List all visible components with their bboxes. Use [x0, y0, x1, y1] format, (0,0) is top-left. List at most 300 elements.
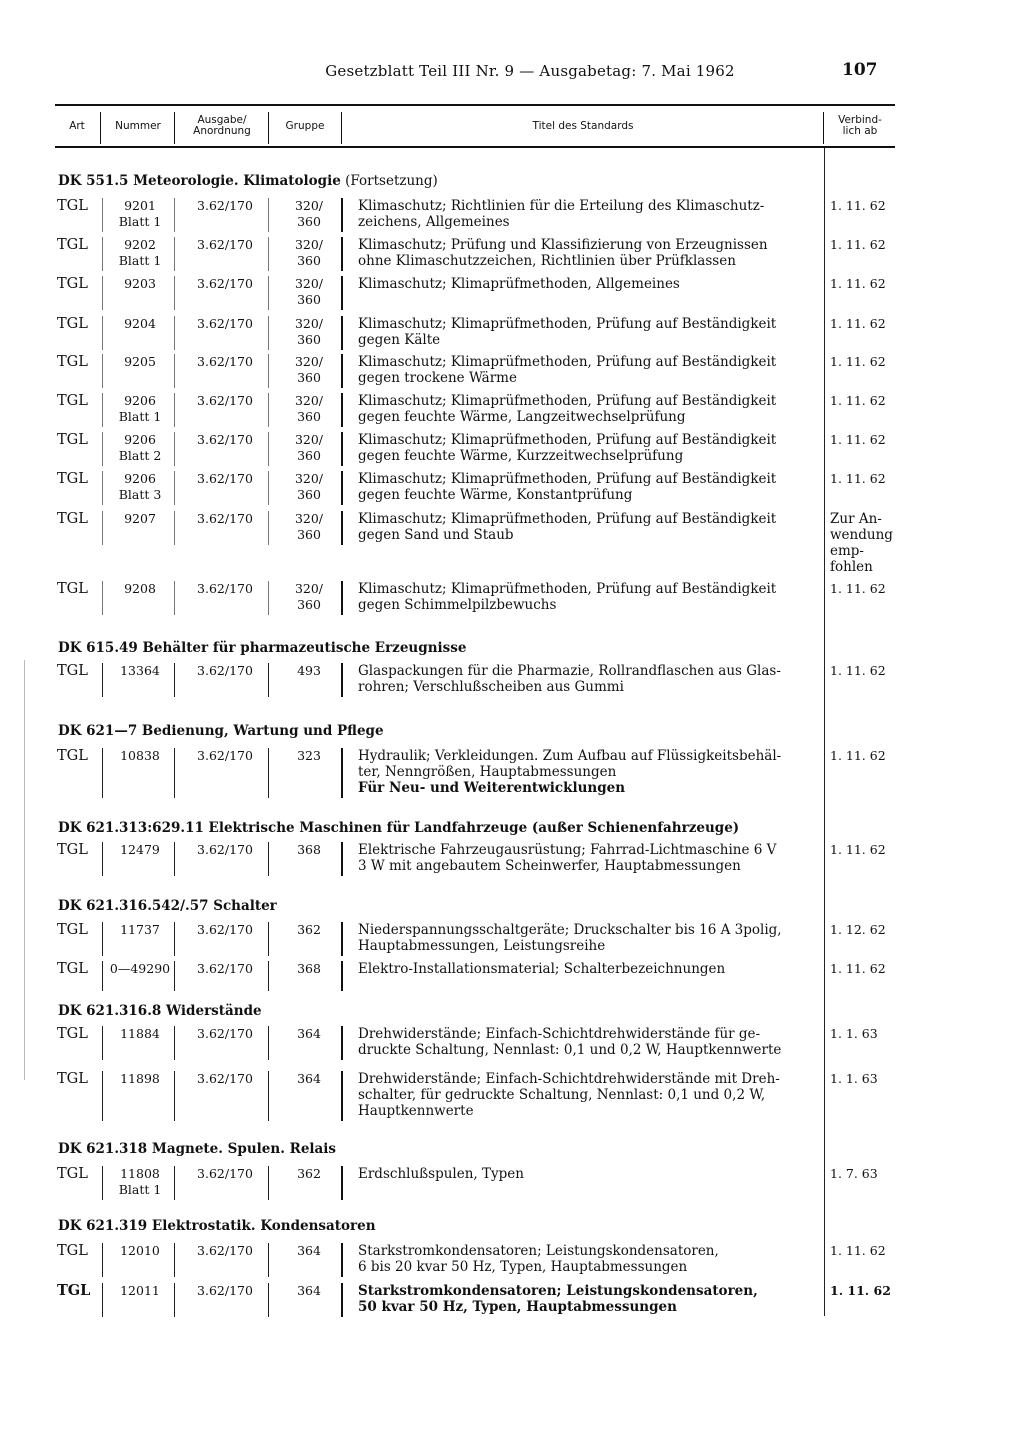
- cell-gruppe-line: 368: [297, 842, 321, 857]
- cell-nummer-line: 9207: [124, 511, 156, 526]
- cell-nummer-line: Blatt 1: [118, 253, 162, 268]
- cell-art: TGL: [57, 198, 88, 214]
- cell-titel-line: Starkstromkondensatoren; Leistungskondensatoren,: [358, 1243, 719, 1259]
- cell-ausgabe: 3.62/170: [197, 471, 253, 486]
- cell-titel: [358, 1071, 821, 1119]
- row-column-separator: [341, 354, 343, 388]
- cell-gruppe-line: 320/: [294, 471, 324, 486]
- cell-titel-line: gegen Sand und Staub: [358, 527, 514, 543]
- row-column-separator: [174, 393, 175, 427]
- row-column-separator: [174, 748, 175, 798]
- row-column-separator: [102, 922, 103, 956]
- cell-nummer-line: 11808: [120, 1166, 160, 1181]
- cell-verbindlich: [830, 432, 896, 448]
- cell-gruppe-line: 360: [297, 487, 321, 502]
- cell-verbindlich: [830, 276, 896, 292]
- cell-nummer-line: Blatt 3: [118, 487, 162, 502]
- row-column-separator: [341, 1071, 343, 1121]
- cell-titel: [358, 748, 821, 796]
- row-column-separator: [174, 961, 175, 991]
- cell-art: TGL: [57, 1026, 88, 1042]
- row-column-separator: [174, 511, 175, 545]
- cell-art: TGL: [57, 1282, 91, 1299]
- cell-nummer-line: 9206: [124, 432, 156, 447]
- cell-ausgabe: 3.62/170: [197, 393, 253, 408]
- cell-verbindlich: [830, 1026, 896, 1042]
- cell-nummer-line: 11884: [120, 1026, 160, 1041]
- section-heading-title: DK 621.318 Magnete. Spulen. Relais: [58, 1141, 337, 1157]
- row-column-separator: [174, 471, 175, 505]
- row-column-separator: [102, 1071, 103, 1121]
- cell-gruppe: [278, 961, 340, 977]
- column-header-titel: Titel des Standards: [532, 119, 634, 132]
- cell-gruppe-line: 364: [297, 1243, 321, 1258]
- cell-art: TGL: [57, 1166, 88, 1182]
- cell-verbindlich: [830, 237, 896, 253]
- cell-titel-line: gegen Kälte: [358, 332, 441, 348]
- running-head: Gesetzblatt Teil III Nr. 9 — Ausgabetag: 7. Mai 1962: [325, 62, 735, 80]
- page-number: 107: [842, 60, 878, 80]
- cell-verbindlich: [830, 842, 896, 858]
- cell-art: TGL: [57, 511, 88, 527]
- row-column-separator: [341, 961, 343, 991]
- row-column-separator: [341, 842, 343, 876]
- cell-nummer-line: 9205: [124, 354, 156, 369]
- cell-gruppe-line: 360: [297, 527, 321, 542]
- cell-nummer-line: Blatt 2: [118, 448, 162, 463]
- cell-art: TGL: [57, 1071, 88, 1087]
- cell-nummer-line: 11737: [120, 922, 160, 937]
- row-column-separator: [341, 1026, 343, 1060]
- row-column-separator: [174, 354, 175, 388]
- cell-gruppe-line: 320/: [294, 198, 324, 213]
- cell-titel-line: Glaspackungen für die Pharmazie, Rollrandflaschen aus Glas-: [358, 663, 781, 679]
- cell-gruppe-line: 360: [297, 409, 321, 424]
- cell-titel-line: Klimaschutz; Klimaprüfmethoden, Prüfung auf Beständigkeit: [358, 316, 777, 332]
- cell-titel-line: Hauptkennwerte: [358, 1103, 474, 1119]
- column-header-art: Art: [69, 119, 85, 132]
- cell-gruppe-line: 493: [297, 663, 321, 678]
- cell-nummer: [108, 842, 172, 858]
- row-column-separator: [174, 663, 175, 697]
- scan-margin-mark: [24, 660, 25, 1080]
- cell-titel: [358, 581, 821, 613]
- cell-titel-line: Klimaschutz; Klimaprüfmethoden, Prüfung auf Beständigkeit: [358, 354, 777, 370]
- row-column-separator: [102, 354, 103, 388]
- cell-titel-line: Elektrische Fahrzeugausrüstung; Fahrrad-Lichtmaschine 6 V: [358, 842, 777, 858]
- row-column-separator: [102, 663, 103, 697]
- row-column-separator: [174, 922, 175, 956]
- cell-verbindlich-line: 1. 11. 62: [830, 198, 886, 213]
- column-header-verbindlich-line: Verbind-: [838, 114, 882, 126]
- cell-verbindlich-line: emp-: [830, 543, 864, 559]
- cell-titel: [358, 842, 821, 874]
- cell-titel-line: gegen trockene Wärme: [358, 370, 517, 386]
- cell-verbindlich-line: 1. 11. 62: [830, 1283, 891, 1298]
- cell-titel-line: zeichens, Allgemeines: [358, 214, 510, 230]
- cell-art: TGL: [57, 1243, 88, 1259]
- cell-nummer-line: 12010: [120, 1243, 160, 1258]
- row-column-separator: [174, 1026, 175, 1060]
- section-heading-title: DK 551.5 Meteorologie. Klimatologie: [58, 173, 341, 189]
- row-column-separator: [102, 471, 103, 505]
- row-column-separator: [341, 581, 343, 615]
- cell-verbindlich-line: 1. 11. 62: [830, 663, 886, 678]
- cell-nummer-line: 12011: [120, 1283, 160, 1298]
- cell-titel-line: Erdschlußspulen, Typen: [358, 1166, 524, 1182]
- cell-verbindlich: [830, 581, 896, 597]
- cell-ausgabe: 3.62/170: [197, 581, 253, 596]
- cell-nummer: [108, 581, 172, 597]
- cell-verbindlich: [830, 393, 896, 409]
- section-heading-suffix: (Fortsetzung): [340, 173, 438, 189]
- row-column-separator: [174, 316, 175, 350]
- cell-gruppe-line: 360: [297, 253, 321, 268]
- cell-gruppe-line: 360: [297, 448, 321, 463]
- cell-nummer: [108, 1166, 172, 1198]
- cell-nummer-line: Blatt 1: [118, 409, 162, 424]
- cell-titel-line: ter, Nenngrößen, Hauptabmessungen: [358, 764, 617, 780]
- section-heading-title: DK 621.316.8 Widerstände: [58, 1003, 262, 1019]
- cell-verbindlich-line: 1. 11. 62: [830, 237, 886, 252]
- cell-gruppe-line: 360: [297, 292, 321, 307]
- cell-verbindlich-line: wendung: [830, 527, 893, 543]
- cell-ausgabe: 3.62/170: [197, 961, 253, 976]
- row-column-separator: [102, 198, 103, 232]
- column-header-nummer: Nummer: [115, 119, 161, 132]
- cell-gruppe: [278, 276, 340, 308]
- cell-nummer-line: 11898: [120, 1071, 160, 1086]
- cell-gruppe: [278, 922, 340, 938]
- cell-nummer: [108, 1283, 172, 1299]
- cell-gruppe: [278, 581, 340, 613]
- row-column-separator: [174, 276, 175, 310]
- cell-gruppe-line: 364: [297, 1026, 321, 1041]
- cell-titel-line: 50 kvar 50 Hz, Typen, Hauptabmessungen: [358, 1299, 677, 1315]
- cell-ausgabe: 3.62/170: [197, 432, 253, 447]
- table-header-rule: [55, 146, 895, 148]
- cell-verbindlich: [830, 922, 896, 938]
- cell-ausgabe: 3.62/170: [197, 1071, 253, 1086]
- section-heading-title: DK 621.319 Elektrostatik. Kondensatoren: [58, 1218, 376, 1234]
- cell-art: TGL: [57, 961, 88, 977]
- cell-art: TGL: [57, 393, 88, 409]
- cell-verbindlich-line: 1. 11. 62: [830, 316, 886, 331]
- cell-gruppe-line: 360: [297, 332, 321, 347]
- cell-gruppe: [278, 237, 340, 269]
- cell-titel: [358, 922, 821, 954]
- cell-titel: [358, 432, 821, 464]
- cell-nummer: [108, 393, 172, 425]
- cell-titel-line: ohne Klimaschutzzeichen, Richtlinien über Prüfklassen: [358, 253, 736, 269]
- row-column-separator: [102, 961, 103, 991]
- cell-titel-line: Für Neu- und Weiterentwicklungen: [358, 780, 626, 796]
- cell-verbindlich: [830, 961, 896, 977]
- cell-titel-line: Klimaschutz; Richtlinien für die Erteilung des Klimaschutz-: [358, 198, 765, 214]
- column-header-gruppe: Gruppe: [285, 119, 325, 132]
- section-heading: [58, 820, 739, 836]
- section-heading-title: DK 621.313:629.11 Elektrische Maschinen für Landfahrzeuge (außer Schienenfahrzeuge): [58, 820, 740, 836]
- cell-titel: [358, 663, 821, 695]
- cell-nummer: [108, 663, 172, 679]
- section-heading-title: DK 615.49 Behälter für pharmazeutische Erzeugnisse: [58, 640, 467, 656]
- cell-titel: [358, 961, 821, 977]
- cell-verbindlich: [830, 316, 896, 332]
- cell-titel-line: gegen feuchte Wärme, Kurzzeitwechselprüfung: [358, 448, 684, 464]
- row-column-separator: [174, 1243, 175, 1277]
- row-column-separator: [102, 1283, 103, 1317]
- cell-titel: [358, 1283, 821, 1315]
- cell-nummer-line: 9202: [124, 237, 156, 252]
- cell-gruppe: [278, 511, 340, 543]
- cell-verbindlich: [830, 198, 896, 214]
- cell-nummer-line: 0—49290: [109, 961, 171, 976]
- cell-verbindlich-line: 1. 1. 63: [830, 1071, 878, 1086]
- cell-gruppe-line: 320/: [294, 237, 324, 252]
- cell-titel-line: Niederspannungsschaltgeräte; Druckschalter bis 16 A 3polig,: [358, 922, 782, 938]
- cell-verbindlich-line: 1. 11. 62: [830, 276, 886, 291]
- cell-gruppe: [278, 393, 340, 425]
- cell-titel-line: 6 bis 20 kvar 50 Hz, Typen, Hauptabmessungen: [358, 1259, 688, 1275]
- cell-titel-line: Drehwiderstände; Einfach-Schichtdrehwiderstände für ge-: [358, 1026, 761, 1042]
- cell-ausgabe: 3.62/170: [197, 276, 253, 291]
- row-column-separator: [341, 432, 343, 466]
- cell-gruppe-line: 360: [297, 214, 321, 229]
- cell-art: TGL: [57, 471, 88, 487]
- cell-gruppe-line: 320/: [294, 432, 324, 447]
- cell-verbindlich-line: 1. 11. 62: [830, 581, 886, 596]
- row-column-separator: [341, 237, 343, 271]
- cell-nummer-line: 9208: [124, 581, 156, 596]
- column-header-verbindlich-line: lich ab: [842, 125, 878, 137]
- row-column-separator: [174, 581, 175, 615]
- cell-nummer-line: 9201: [124, 198, 156, 213]
- cell-gruppe-line: 320/: [294, 276, 324, 291]
- cell-gruppe: [278, 1243, 340, 1259]
- row-column-separator: [174, 1283, 175, 1317]
- column-rule-verbindlich: [824, 148, 825, 1316]
- cell-nummer-line: Blatt 1: [118, 1182, 162, 1197]
- row-column-separator: [341, 393, 343, 427]
- cell-ausgabe: 3.62/170: [197, 198, 253, 213]
- cell-nummer: [108, 1243, 172, 1259]
- cell-nummer-line: 12479: [120, 842, 160, 857]
- cell-titel-line: Klimaschutz; Klimaprüfmethoden, Prüfung auf Beständigkeit: [358, 511, 777, 527]
- cell-verbindlich-line: 1. 7. 63: [830, 1166, 878, 1181]
- cell-gruppe-line: 362: [297, 1166, 321, 1181]
- row-column-separator: [102, 1166, 103, 1200]
- row-column-separator: [102, 1243, 103, 1277]
- cell-gruppe-line: 368: [297, 961, 321, 976]
- cell-gruppe-line: 360: [297, 597, 321, 612]
- column-header-verbindlich: [825, 106, 895, 146]
- cell-titel-line: Klimaschutz; Klimaprüfmethoden, Allgemeines: [358, 276, 680, 292]
- section-heading: [58, 1218, 376, 1234]
- cell-titel-line: Hauptabmessungen, Leistungsreihe: [358, 938, 606, 954]
- cell-titel-line: Klimaschutz; Klimaprüfmethoden, Prüfung auf Beständigkeit: [358, 393, 777, 409]
- row-column-separator: [341, 1243, 343, 1277]
- cell-gruppe-line: 323: [297, 748, 321, 763]
- cell-titel: [358, 471, 821, 503]
- cell-titel-line: Klimaschutz; Klimaprüfmethoden, Prüfung auf Beständigkeit: [358, 471, 777, 487]
- section-heading: [58, 1141, 336, 1157]
- column-header-ausgabe-line: Anordnung: [193, 125, 251, 137]
- cell-ausgabe: 3.62/170: [197, 922, 253, 937]
- cell-gruppe: [278, 663, 340, 679]
- row-column-separator: [102, 276, 103, 310]
- cell-ausgabe: 3.62/170: [197, 237, 253, 252]
- cell-verbindlich-line: 1. 11. 62: [830, 471, 886, 486]
- row-column-separator: [102, 842, 103, 876]
- row-column-separator: [341, 316, 343, 350]
- cell-gruppe: [278, 1166, 340, 1182]
- header-separator: [341, 112, 342, 144]
- row-column-separator: [174, 1166, 175, 1200]
- cell-verbindlich-line: 1. 11. 62: [830, 354, 886, 369]
- cell-titel: [358, 393, 821, 425]
- cell-titel-line: Starkstromkondensatoren; Leistungskondensatoren,: [358, 1283, 758, 1299]
- cell-titel-line: Klimaschutz; Prüfung und Klassifizierung von Erzeugnissen: [358, 237, 768, 253]
- cell-gruppe: [278, 1283, 340, 1299]
- cell-nummer: [108, 961, 172, 977]
- cell-gruppe-line: 362: [297, 922, 321, 937]
- cell-art: TGL: [57, 316, 88, 332]
- cell-titel-line: 3 W mit angebautem Scheinwerfer, Hauptabmessungen: [358, 858, 741, 874]
- row-column-separator: [102, 316, 103, 350]
- section-heading: [58, 723, 384, 739]
- cell-titel: [358, 1166, 821, 1182]
- cell-titel-line: schalter, für gedruckte Schaltung, Nennlast: 0,1 und 0,2 W,: [358, 1087, 766, 1103]
- cell-art: TGL: [57, 276, 88, 292]
- cell-titel-line: gegen feuchte Wärme, Konstantprüfung: [358, 487, 633, 503]
- cell-titel: [358, 198, 821, 230]
- row-column-separator: [341, 748, 343, 798]
- section-heading: [58, 898, 277, 914]
- cell-gruppe: [278, 1026, 340, 1042]
- cell-gruppe: [278, 471, 340, 503]
- cell-titel: [358, 1026, 821, 1058]
- cell-titel: [358, 276, 821, 292]
- cell-nummer: [108, 1071, 172, 1087]
- cell-ausgabe: 3.62/170: [197, 1283, 253, 1298]
- row-column-separator: [174, 198, 175, 232]
- cell-art: TGL: [57, 663, 88, 679]
- cell-titel-line: Drehwiderstände; Einfach-Schichtdrehwiderstände mit Dreh-: [358, 1071, 780, 1087]
- cell-nummer-line: 13364: [120, 663, 160, 678]
- cell-nummer: [108, 316, 172, 332]
- cell-nummer: [108, 922, 172, 938]
- cell-titel-line: rohren; Verschlußscheiben aus Gummi: [358, 679, 624, 695]
- cell-gruppe-line: 360: [297, 370, 321, 385]
- header-separator: [174, 112, 175, 144]
- cell-gruppe-line: 320/: [294, 354, 324, 369]
- column-header-ausgabe-line: Ausgabe/: [197, 114, 247, 126]
- cell-titel: [358, 511, 821, 543]
- cell-verbindlich-line: Zur An-: [830, 511, 882, 527]
- cell-verbindlich-line: 1. 11. 62: [830, 432, 886, 447]
- cell-nummer: [108, 237, 172, 269]
- cell-ausgabe: 3.62/170: [197, 1026, 253, 1041]
- row-column-separator: [102, 511, 103, 545]
- row-column-separator: [341, 663, 343, 697]
- cell-titel-line: Hydraulik; Verkleidungen. Zum Aufbau auf Flüssigkeitsbehäl-: [358, 748, 782, 764]
- cell-verbindlich: [830, 663, 896, 679]
- cell-gruppe-line: 320/: [294, 511, 324, 526]
- cell-verbindlich-line: 1. 11. 62: [830, 1243, 886, 1258]
- row-column-separator: [102, 1026, 103, 1060]
- section-heading-title: DK 621—7 Bedienung, Wartung und Pflege: [58, 723, 384, 739]
- row-column-separator: [341, 1283, 343, 1317]
- header-separator: [100, 112, 101, 144]
- row-column-separator: [341, 1166, 343, 1200]
- cell-gruppe-line: 320/: [294, 393, 324, 408]
- cell-ausgabe: 3.62/170: [197, 748, 253, 763]
- cell-titel: [358, 1243, 821, 1275]
- cell-verbindlich: [830, 1071, 896, 1087]
- cell-titel-line: Elektro-Installationsmaterial; Schalterbezeichnungen: [358, 961, 726, 977]
- cell-ausgabe: 3.62/170: [197, 1166, 253, 1181]
- row-column-separator: [174, 1071, 175, 1121]
- cell-verbindlich-line: 1. 11. 62: [830, 393, 886, 408]
- cell-art: TGL: [57, 748, 88, 764]
- cell-gruppe: [278, 842, 340, 858]
- column-header-ausgabe: [176, 106, 268, 146]
- cell-titel-line: gegen feuchte Wärme, Langzeitwechselprüfung: [358, 409, 686, 425]
- cell-gruppe-line: 364: [297, 1071, 321, 1086]
- cell-nummer-line: 9204: [124, 316, 156, 331]
- cell-gruppe: [278, 316, 340, 348]
- cell-gruppe: [278, 198, 340, 230]
- cell-verbindlich: [830, 471, 896, 487]
- cell-ausgabe: 3.62/170: [197, 1243, 253, 1258]
- cell-gruppe-line: 320/: [294, 581, 324, 596]
- cell-titel-line: druckte Schaltung, Nennlast: 0,1 und 0,2 W, Hauptkennwerte: [358, 1042, 782, 1058]
- cell-verbindlich: [830, 748, 896, 764]
- row-column-separator: [341, 511, 343, 545]
- cell-art: TGL: [57, 354, 88, 370]
- section-heading: [58, 1003, 262, 1019]
- cell-nummer: [108, 198, 172, 230]
- cell-nummer: [108, 432, 172, 464]
- header-separator: [823, 112, 824, 144]
- cell-verbindlich: [830, 1166, 896, 1182]
- cell-verbindlich-line: 1. 11. 62: [830, 748, 886, 763]
- row-column-separator: [341, 471, 343, 505]
- cell-titel-line: gegen Schimmelpilzbewuchs: [358, 597, 557, 613]
- row-column-separator: [341, 198, 343, 232]
- section-heading: [58, 640, 466, 656]
- cell-nummer: [108, 511, 172, 527]
- row-column-separator: [102, 432, 103, 466]
- cell-ausgabe: 3.62/170: [197, 842, 253, 857]
- row-column-separator: [102, 393, 103, 427]
- cell-ausgabe: 3.62/170: [197, 354, 253, 369]
- cell-nummer: [108, 276, 172, 292]
- row-column-separator: [341, 276, 343, 310]
- row-column-separator: [102, 581, 103, 615]
- cell-ausgabe: 3.62/170: [197, 316, 253, 331]
- header-separator: [268, 112, 269, 144]
- cell-nummer: [108, 471, 172, 503]
- cell-nummer-line: 9203: [124, 276, 156, 291]
- section-heading-title: DK 621.316.542/.57 Schalter: [58, 898, 277, 914]
- cell-gruppe: [278, 748, 340, 764]
- cell-titel: [358, 354, 821, 386]
- cell-verbindlich: [830, 1283, 896, 1299]
- cell-verbindlich-line: fohlen: [830, 559, 873, 575]
- cell-titel-line: Klimaschutz; Klimaprüfmethoden, Prüfung auf Beständigkeit: [358, 432, 777, 448]
- row-column-separator: [174, 842, 175, 876]
